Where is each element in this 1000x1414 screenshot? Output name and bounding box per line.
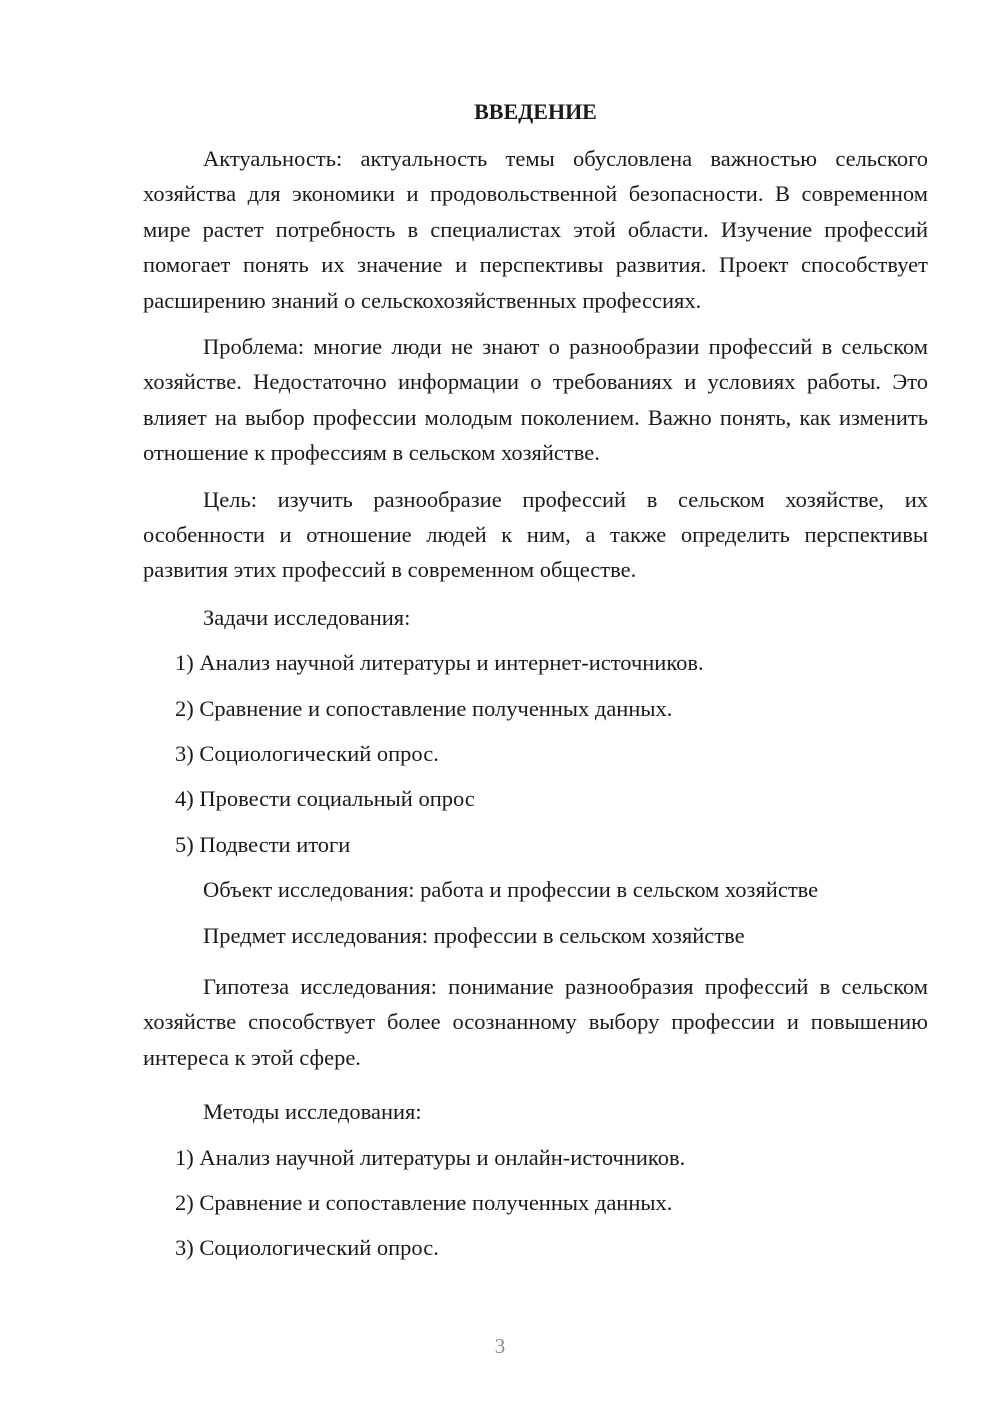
list-item: 3) Социологический опрос.	[175, 741, 439, 767]
goal-paragraph: Цель: изучить разнообразие профессий в сельском хозяйстве, их особенности и отношение людей к ним, а также определить перспективы развития этих профессий в современном обществе.	[143, 486, 928, 583]
page-number: 3	[494, 1334, 506, 1358]
research-object: Объект исследования: работа и профессии в сельском хозяйстве	[203, 877, 819, 903]
methods-section	[143, 1089, 928, 1271]
methods-heading: Методы исследования:	[203, 1099, 422, 1125]
problem-paragraph: Проблема: многие люди не знают о разнообразии профессий в сельском хозяйстве. Недостаточно информации о требованиях и условиях работы. Это влияет на выбор профессии молодым поколением. Важно понять, как изменить отношение к профессиям в сельском хозяйстве.	[143, 334, 928, 466]
tasks-section	[143, 595, 928, 958]
list-item: 4) Провести социальный опрос	[175, 786, 475, 812]
list-item: 1) Анализ научной литературы и интернет-источников.	[175, 650, 704, 676]
page-content	[143, 94, 928, 1271]
list-item: 1) Анализ научной литературы и онлайн-источников.	[175, 1144, 686, 1170]
page-title: ВВЕДЕНИЕ	[474, 99, 597, 124]
list-item: 2) Сравнение и сопоставление полученных данных.	[175, 1190, 673, 1215]
list-item: 5) Подвести итоги	[175, 831, 351, 857]
research-subject: Предмет исследования: профессии в сельском хозяйстве	[203, 922, 745, 948]
list-item: 3) Социологический опрос.	[175, 1235, 439, 1261]
tasks-heading: Задачи исследования:	[203, 604, 411, 630]
list-item: 2) Сравнение и сопоставление полученных данных.	[175, 695, 673, 721]
hypothesis-paragraph: Гипотеза исследования: понимание разнообразия профессий в сельском хозяйстве способствует более осознанному выбору профессии и повышению интереса к этой сфере.	[143, 974, 928, 1070]
relevance-paragraph: Актуальность: актуальность темы обусловлена важностью сельского хозяйства для экономики и продовольственной безопасности. В современном мире растет потребность в специалистах этой области. Изучение профессий помогает понять их значение и перспективы развития. Проект способствует расширению знаний о сельскохозяйственных профессиях.	[143, 146, 928, 313]
